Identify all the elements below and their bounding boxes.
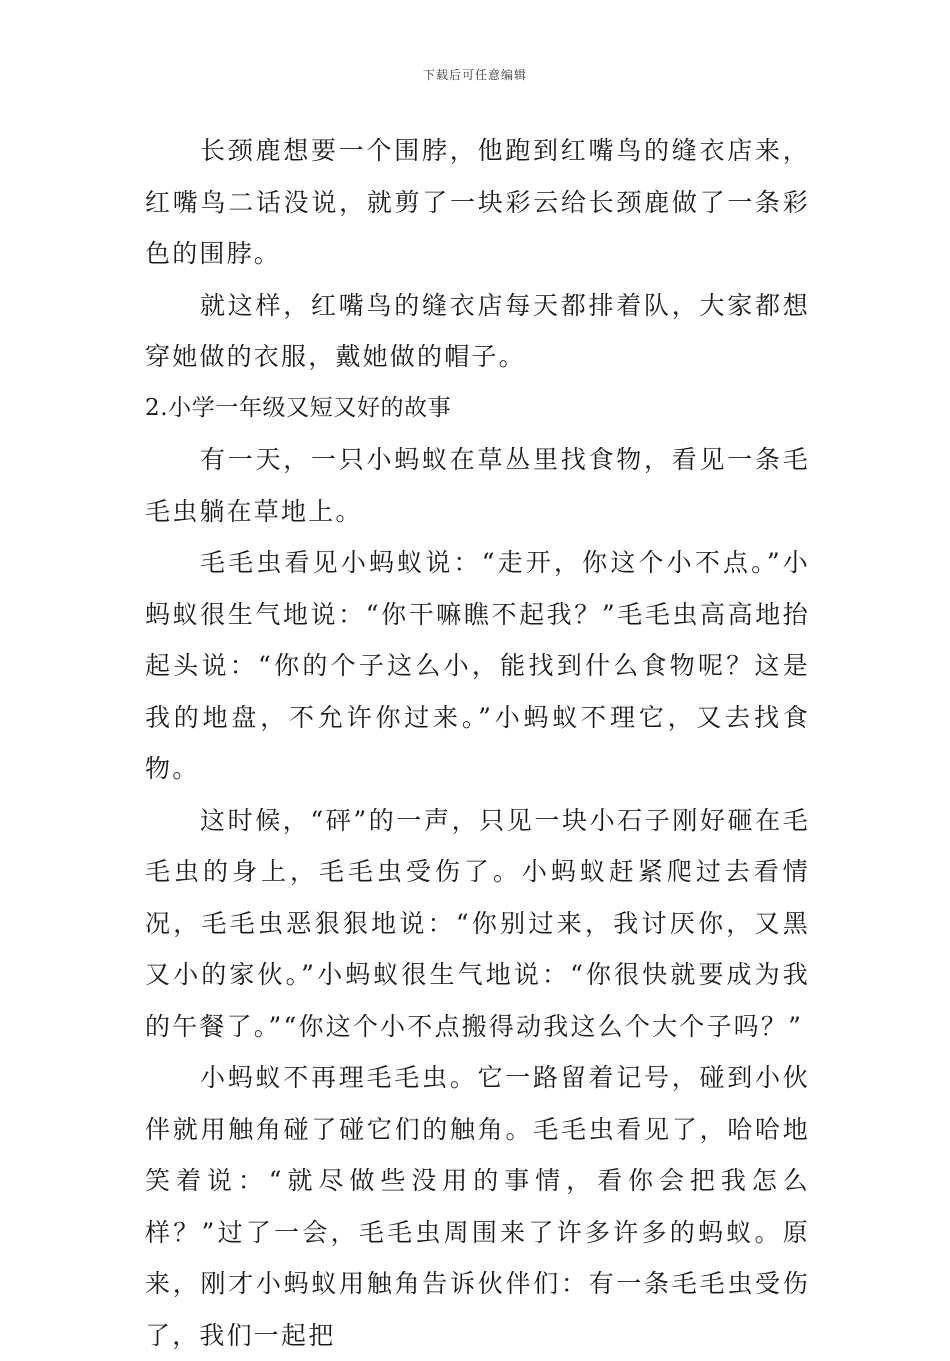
paragraph-tailor-shop-queue: 就这样，红嘴鸟的缝衣店每天都排着队，大家都想穿她做的衣服，戴她做的帽子。	[145, 290, 810, 371]
paragraph-giraffe-scarf: 长颈鹿想要一个围脖，他跑到红嘴鸟的缝衣店来，红嘴鸟二话没说，就剪了一块彩云给长颈鹿做了一条彩色的围脖。	[145, 136, 810, 268]
paragraph-ant-finds-caterpillar: 有一天，一只小蚂蚁在草丛里找食物，看见一条毛毛虫躺在草地上。	[145, 445, 810, 526]
paragraph-ants-gather: 小蚂蚁不再理毛毛虫。它一路留着记号，碰到小伙伴就用触角碰了碰它们的触角。毛毛虫看见了，哈哈地笑着说：“就尽做些没用的事情，看你会把我怎么样？”过了一会，毛毛虫周围来了许多许多的蚂蚁。原来，刚才小蚂蚁用触角告诉伙伴们：有一条毛毛虫受伤了，我们一起把	[145, 1063, 810, 1350]
paragraph-caterpillar-injured: 这时候，“砰”的一声，只见一块小石子刚好砸在毛毛虫的身上，毛毛虫受伤了。小蚂蚁赶紧爬过去看情况，毛毛虫恶狠狠地说：“你别过来，我讨厌你，又黑又小的家伙。”小蚂蚁很生气地说：“你很快就要成为我的午餐了。”“你这个小不点搬得动我这么个大个子吗？”	[145, 805, 810, 1041]
document-body	[145, 125, 810, 1361]
page-header: 下载后可任意编辑	[422, 68, 527, 82]
section-heading: 2.小学一年级又短又好的故事	[145, 394, 452, 421]
paragraph-caterpillar-insults: 毛毛虫看见小蚂蚁说：“走开，你这个小不点。”小蚂蚁很生气地说：“你干嘛瞧不起我？”毛毛虫高高地抬起头说：“你的个子这么小，能找到什么食物呢？这是我的地盘，不允许你过来。”小蚂蚁不理它，又去找食物。	[145, 548, 810, 783]
